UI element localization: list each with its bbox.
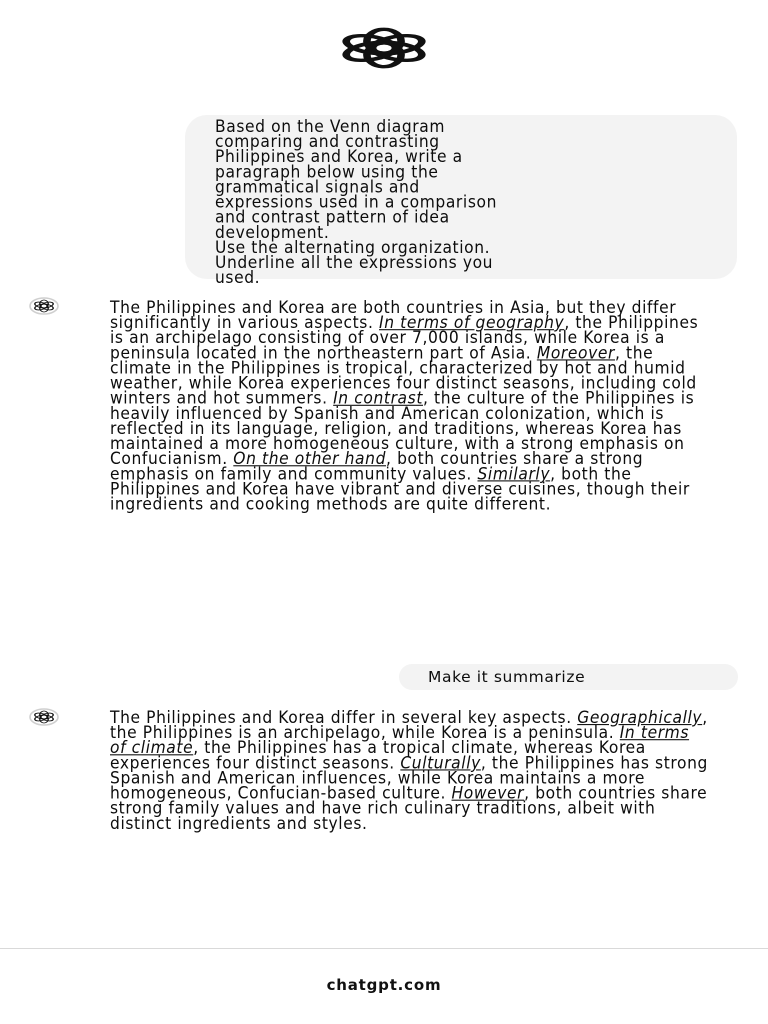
assistant-message-text xyxy=(110,297,710,514)
message-text-segment: , the culture of the Philippines is heavily influenced by Spanish and American colonization, which is reflected in its language, religion, and traditions, whereas Korea has maintained a more homogeneous culture, with a strong emphasis on Confucianism. xyxy=(110,388,695,469)
comparison-expression: Geographically xyxy=(577,707,703,728)
message-text-segment: The Philippines and Korea differ in several key aspects. xyxy=(110,707,578,728)
message-text-segment: , the Philippines has a tropical climate, whereas Korea experiences four distinct seasons. xyxy=(110,738,646,773)
message-text-segment: The Philippines and Korea are both countries in Asia, but they differ significantly in various aspects. xyxy=(110,297,677,333)
message-text-segment: , the Philippines is an archipelago, while Korea is a peninsula. xyxy=(110,707,708,743)
chatgpt-avatar-icon xyxy=(29,297,59,315)
message-text-segment: , the Philippines is an archipelago consisting of over 7,000 islands, while Korea is a peninsula located in the northeastern part of Asia. xyxy=(110,312,699,363)
user-message-bubble xyxy=(399,664,738,690)
comparison-expression: In terms of geography xyxy=(379,312,565,333)
chatgpt-avatar-icon xyxy=(29,708,59,726)
comparison-expression: Moreover xyxy=(536,343,615,363)
assistant-message xyxy=(110,297,710,514)
footer-divider xyxy=(0,948,768,949)
chatgpt-logo-icon xyxy=(334,24,434,72)
user-message-text: Make it summarize xyxy=(428,668,586,686)
message-text-segment: , both countries share strong family values and have rich culinary traditions, albeit with distinct ingredients and styles. xyxy=(110,783,708,834)
comparison-expression: In terms of climate xyxy=(110,722,690,758)
comparison-expression: Culturally xyxy=(400,753,481,773)
message-text-segment: , both countries share a strong emphasis on family and community values. xyxy=(110,449,644,484)
comparison-expression: However xyxy=(451,783,525,803)
footer-domain[interactable]: chatgpt.com xyxy=(326,976,442,994)
message-text-segment: , both the Philippines and Korea have vibrant and diverse cuisines, though their ingredients and cooking methods are quite different. xyxy=(110,464,690,514)
assistant-message xyxy=(110,707,710,834)
comparison-expression: On the other hand xyxy=(233,449,387,469)
user-message-bubble xyxy=(185,115,737,288)
message-text-segment: , the climate in the Philippines is tropical, characterized by hot and humid weather, while Korea experiences four distinct seasons, including cold winters and hot summers. xyxy=(110,343,697,408)
comparison-expression: In contrast xyxy=(333,388,423,408)
user-message-text: Based on the Venn diagram comparing and contrasting Philippines and Korea, write a paragraph below using the grammatical signals and expressions used in a comparison and contrast pattern of idea development. Use the alternating organization. Underline all the expressions you used. xyxy=(215,116,497,288)
message-text-segment: , the Philippines has strong Spanish and American influences, while Korea maintains a more homogeneous, Confucian-based culture. xyxy=(110,753,708,803)
assistant-message-text xyxy=(110,707,710,834)
comparison-expression: Similarly xyxy=(477,464,551,484)
